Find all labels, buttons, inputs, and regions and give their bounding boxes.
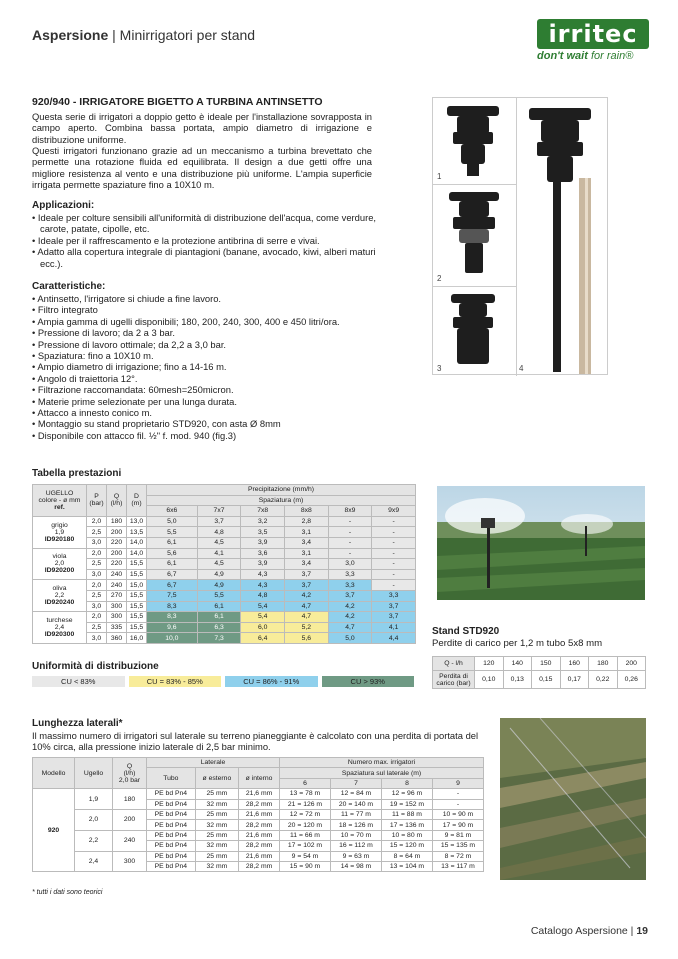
table-cell: 10 = 80 m xyxy=(381,830,432,840)
table-cell: 5,4 xyxy=(241,612,285,623)
table-row xyxy=(33,590,416,601)
page-number: 19 xyxy=(636,925,648,937)
table-cell: - xyxy=(372,548,416,559)
list-item: • Spaziatura: fino a 10X10 m. xyxy=(32,350,377,361)
col-est: ø esterno xyxy=(195,768,238,789)
table-cell: 15 = 90 m xyxy=(280,861,331,871)
table-cell: 360 xyxy=(107,633,127,644)
table-cell: 12 = 84 m xyxy=(330,789,381,799)
table-cell: 3,1 xyxy=(285,548,329,559)
stand-perdita-value: 0,15 xyxy=(532,671,561,689)
table-cell: 2,0 xyxy=(87,516,107,527)
spacing-header: 6x6 xyxy=(147,506,198,517)
stand-subtitle: Perdite di carico per 1,2 m tubo 5x8 mm xyxy=(432,638,603,649)
q-cell: 180 xyxy=(113,789,147,810)
col-q: Q (l/h) xyxy=(107,485,127,517)
field-photo-image xyxy=(437,486,645,600)
table-cell: 28,2 mm xyxy=(239,841,280,851)
list-item: • Antinsetto, l'irrigatore si chiude a fine lavoro. xyxy=(32,293,377,304)
table-cell: 6,1 xyxy=(197,601,241,612)
stand-perdita-value: 0,26 xyxy=(617,671,646,689)
table-cell: 4,1 xyxy=(372,622,416,633)
table-cell: PE bd Pn4 xyxy=(147,820,196,830)
table-cell: 6,0 xyxy=(241,622,285,633)
table-cell: PE bd Pn4 xyxy=(147,861,196,871)
table-cell: 4,8 xyxy=(241,590,285,601)
stand-q-value: 140 xyxy=(503,657,532,671)
table-row xyxy=(33,559,416,570)
table-cell: 3,5 xyxy=(241,527,285,538)
table-cell: 4,7 xyxy=(285,612,329,623)
table-cell: 5,6 xyxy=(285,633,329,644)
col-tubo: Tubo xyxy=(147,768,196,789)
table-cell: 15,0 xyxy=(127,580,147,591)
table-cell: 3,4 xyxy=(285,537,329,548)
table-cell: 21,6 mm xyxy=(239,830,280,840)
table-cell: PE bd Pn4 xyxy=(147,809,196,819)
table-cell: - xyxy=(432,799,483,809)
table-cell: 3,7 xyxy=(197,516,241,527)
stand-q-header: Q - l/h xyxy=(433,657,475,671)
table-cell: PE bd Pn4 xyxy=(147,841,196,851)
list-item: • Materie prime selezionate per una lunga durata. xyxy=(32,396,377,407)
table-row xyxy=(33,548,416,559)
table-row xyxy=(33,580,416,591)
table-cell: 14 = 98 m xyxy=(330,861,381,871)
table-cell: 4,4 xyxy=(372,633,416,644)
field-photo-laterals-image xyxy=(500,718,646,880)
table-cell: 32 mm xyxy=(195,799,238,809)
stand-q-value: 150 xyxy=(532,657,561,671)
col-ugello: Ugello xyxy=(75,758,113,789)
col-spaziatura: Spaziatura (m) xyxy=(147,495,416,506)
table-cell: 10,0 xyxy=(147,633,198,644)
table-cell: 28,2 mm xyxy=(239,799,280,809)
col-q: Q (l/h) 2,0 bar xyxy=(113,758,147,789)
table-cell: - xyxy=(432,789,483,799)
table-cell: 13,0 xyxy=(127,516,147,527)
table-cell: 6,7 xyxy=(147,580,198,591)
table-cell: 6,1 xyxy=(197,612,241,623)
table-cell: 3,6 xyxy=(241,548,285,559)
spacing-header: 8x9 xyxy=(328,506,372,517)
table-cell: 2,5 xyxy=(87,590,107,601)
table-cell: 6,1 xyxy=(147,559,198,570)
col-ugello: UGELLO colore - ø mm ref. xyxy=(33,485,87,517)
table-cell: 20 = 140 m xyxy=(330,799,381,809)
col-precipitazione: Precipitazione (mm/h) xyxy=(147,485,416,496)
list-item: • Attacco a innesto conico m. xyxy=(32,407,377,418)
table-cell: 9 = 63 m xyxy=(330,851,381,861)
table-cell: 9 = 54 m xyxy=(280,851,331,861)
table-cell: 15 = 120 m xyxy=(381,841,432,851)
table-cell: 5,6 xyxy=(147,548,198,559)
prestazioni-table xyxy=(32,484,416,644)
table-cell: 6,7 xyxy=(147,569,198,580)
spacing-header: 8 xyxy=(381,778,432,788)
table-cell: 25 mm xyxy=(195,789,238,799)
spacing-header: 9 xyxy=(432,778,483,788)
q-cell: 200 xyxy=(113,809,147,830)
table-cell: 9,6 xyxy=(147,622,198,633)
table-cell: 21,6 mm xyxy=(239,789,280,799)
stand-perdita-header: Perdita di carico (bar) xyxy=(433,671,475,689)
table-cell: 15,5 xyxy=(127,612,147,623)
table-cell: 3,7 xyxy=(372,612,416,623)
table-cell: 4,2 xyxy=(328,612,372,623)
table-cell: 180 xyxy=(107,516,127,527)
table-cell: 220 xyxy=(107,537,127,548)
uniformita-heading: Uniformità di distribuzione xyxy=(32,661,159,672)
sprinkler-fig-4-stand xyxy=(529,108,591,374)
modello-cell: 920 xyxy=(33,789,75,872)
table-cell: 25 mm xyxy=(195,809,238,819)
legend-cu-86-91: CU = 86% - 91% xyxy=(225,676,318,687)
list-item: • Montaggio su stand proprietario STD920, con asta Ø 8mm xyxy=(32,418,377,429)
prestazioni-heading: Tabella prestazioni xyxy=(32,468,122,479)
page-footer: Catalogo Aspersione | 19 xyxy=(530,925,648,937)
table-cell: 2,5 xyxy=(87,559,107,570)
table-cell: 6,4 xyxy=(241,633,285,644)
spacing-header: 7x7 xyxy=(197,506,241,517)
list-item: • Disponibile con attacco fil. ½" f. mod. 940 (fig.3) xyxy=(32,430,377,441)
table-row xyxy=(33,851,484,861)
table-cell: 3,7 xyxy=(285,569,329,580)
header-divider: | xyxy=(112,27,116,43)
page-header xyxy=(32,27,255,43)
table-cell: 2,8 xyxy=(285,516,329,527)
laterali-note: * tutti i dati sono teorici xyxy=(32,889,103,896)
table-cell: 3,0 xyxy=(87,633,107,644)
footer-catalog: Catalogo Aspersione xyxy=(530,925,628,937)
table-row xyxy=(33,516,416,527)
table-cell: - xyxy=(328,537,372,548)
col-laterale: Laterale xyxy=(147,758,280,768)
tagline-bold: don't wait xyxy=(537,50,588,62)
table-cell: 13 = 78 m xyxy=(280,789,331,799)
table-cell: 335 xyxy=(107,622,127,633)
table-cell: 19 = 152 m xyxy=(381,799,432,809)
tagline-rest: for rain xyxy=(590,50,626,62)
laterali-table xyxy=(32,757,484,872)
product-title: 920/940 - IRRIGATORE BIGETTO A TURBINA ANTINSETTO xyxy=(32,96,323,108)
table-cell: 4,2 xyxy=(285,590,329,601)
table-cell: 5,0 xyxy=(147,516,198,527)
table-cell: - xyxy=(372,559,416,570)
table-cell: 3,0 xyxy=(328,559,372,570)
sprinkler-fig-3 xyxy=(451,294,495,364)
table-cell: 3,3 xyxy=(372,590,416,601)
list-item: • Filtrazione raccomandata: 60mesh=250micron. xyxy=(32,384,377,395)
applicazioni-heading: Applicazioni: xyxy=(32,200,95,211)
table-cell: 21 = 126 m xyxy=(280,799,331,809)
table-cell: 10 = 90 m xyxy=(432,809,483,819)
table-cell: 2,0 xyxy=(87,612,107,623)
table-cell: 5,2 xyxy=(285,622,329,633)
spacing-header: 7 xyxy=(330,778,381,788)
table-cell: 4,9 xyxy=(197,569,241,580)
table-cell: 200 xyxy=(107,548,127,559)
ugello-cell: oliva 2,2 ID920240 xyxy=(33,580,87,612)
table-row xyxy=(33,633,416,644)
stand-perdita-value: 0,13 xyxy=(503,671,532,689)
table-cell: 12 = 72 m xyxy=(280,809,331,819)
intro-paragraph-2: Questi irrigatori funzionano grazie ad un meccanismo a turbina brevettato che permette una rotazione fluida ed equilibrata. Il design a due getti offre una migliore resistenza al vento e una distribuzione più uniforme. L'ampia superficie irrigata permette spaziature fino a 10X10 m. xyxy=(32,145,372,191)
table-cell: 11 = 77 m xyxy=(330,809,381,819)
table-cell: 16,0 xyxy=(127,633,147,644)
table-cell: 2,5 xyxy=(87,527,107,538)
stand-q-value: 180 xyxy=(589,657,618,671)
figure-label-4: 4 xyxy=(519,364,524,373)
logo-tagline: don't wait for rain® xyxy=(537,50,634,62)
table-cell: 14,0 xyxy=(127,537,147,548)
stand-heading: Stand STD920 xyxy=(432,626,500,637)
col-spaziatura: Spaziatura sul laterale (m) xyxy=(280,768,484,778)
table-cell: 32 mm xyxy=(195,861,238,871)
table-cell: 300 xyxy=(107,612,127,623)
figure-label-1: 1 xyxy=(437,172,442,181)
spacing-header: 7x8 xyxy=(241,506,285,517)
table-cell: 11 = 66 m xyxy=(280,830,331,840)
stand-perdita-value: 0,17 xyxy=(560,671,589,689)
table-cell: PE bd Pn4 xyxy=(147,799,196,809)
table-row xyxy=(33,612,416,623)
caratteristiche-list xyxy=(32,293,377,441)
table-cell: - xyxy=(372,580,416,591)
table-cell: 8 = 72 m xyxy=(432,851,483,861)
table-cell: 4,5 xyxy=(197,537,241,548)
table-cell: 3,7 xyxy=(328,590,372,601)
table-cell: 270 xyxy=(107,590,127,601)
table-cell: 3,7 xyxy=(372,601,416,612)
table-cell: 240 xyxy=(107,569,127,580)
table-cell: 3,9 xyxy=(241,537,285,548)
table-cell: 21,6 mm xyxy=(239,851,280,861)
table-row xyxy=(33,537,416,548)
stand-q-value: 200 xyxy=(617,657,646,671)
table-cell: 300 xyxy=(107,601,127,612)
table-cell: 4,8 xyxy=(197,527,241,538)
table-cell: 8,3 xyxy=(147,601,198,612)
table-cell: 2,0 xyxy=(87,548,107,559)
col-p: P (bar) xyxy=(87,485,107,517)
figure-label-3: 3 xyxy=(437,364,442,373)
table-cell: 6,3 xyxy=(197,622,241,633)
table-cell: 3,9 xyxy=(241,559,285,570)
table-cell: 10 = 70 m xyxy=(330,830,381,840)
legend-cu-gt93: CU > 93% xyxy=(322,676,415,687)
table-cell: 200 xyxy=(107,527,127,538)
table-cell: 5,5 xyxy=(197,590,241,601)
list-item: • Ideale per colture sensibili all'uniformità di distribuzione dell'acqua, come verdure, carote, patate, cipolle, etc. xyxy=(32,212,377,235)
table-cell: 4,7 xyxy=(285,601,329,612)
table-cell: 18 = 126 m xyxy=(330,820,381,830)
table-cell: 13,5 xyxy=(127,527,147,538)
ugello-cell: 1,9 xyxy=(75,789,113,810)
table-cell: 240 xyxy=(107,580,127,591)
spacing-header: 9x9 xyxy=(372,506,416,517)
table-row xyxy=(33,601,416,612)
table-cell: 7,3 xyxy=(197,633,241,644)
table-row xyxy=(33,789,484,799)
spacing-header: 6 xyxy=(280,778,331,788)
table-cell: - xyxy=(372,527,416,538)
table-cell: 13 = 117 m xyxy=(432,861,483,871)
caratteristiche-heading: Caratteristiche: xyxy=(32,281,106,292)
table-cell: 3,4 xyxy=(285,559,329,570)
table-cell: 21,6 mm xyxy=(239,809,280,819)
table-cell: 15,5 xyxy=(127,590,147,601)
table-row xyxy=(33,809,484,819)
table-cell: 7,5 xyxy=(147,590,198,601)
table-cell: 15,5 xyxy=(127,601,147,612)
table-row xyxy=(33,830,484,840)
field-photo-sprinklers xyxy=(437,486,645,600)
table-cell: 4,5 xyxy=(197,559,241,570)
table-cell: 5,5 xyxy=(147,527,198,538)
table-cell: 8 = 64 m xyxy=(381,851,432,861)
table-cell: 15,5 xyxy=(127,622,147,633)
table-cell: 3,0 xyxy=(87,537,107,548)
table-cell: 15 = 135 m xyxy=(432,841,483,851)
table-cell: 3,7 xyxy=(285,580,329,591)
table-cell: 16 = 112 m xyxy=(330,841,381,851)
table-cell: 3,2 xyxy=(241,516,285,527)
uniformita-legend xyxy=(32,676,414,687)
list-item: • Angolo di traiettoria 12°. xyxy=(32,373,377,384)
list-item: • Ideale per il raffrescamento e la protezione antibrina di serre e vivai. xyxy=(32,235,377,246)
irritec-logo: irritec xyxy=(537,19,649,49)
table-cell: 220 xyxy=(107,559,127,570)
table-cell: 17 = 136 m xyxy=(381,820,432,830)
spacing-header: 8x8 xyxy=(285,506,329,517)
stand-q-value: 120 xyxy=(475,657,504,671)
table-cell: PE bd Pn4 xyxy=(147,789,196,799)
stand-perdita-value: 0,22 xyxy=(589,671,618,689)
table-cell: PE bd Pn4 xyxy=(147,851,196,861)
legend-cu-lt83: CU < 83% xyxy=(32,676,125,687)
list-item: • Pressione di lavoro ottimale; da 2,2 a 3,0 bar. xyxy=(32,339,377,350)
table-cell: - xyxy=(372,569,416,580)
product-figure xyxy=(432,97,608,375)
table-cell: 28,2 mm xyxy=(239,820,280,830)
table-cell: 3,3 xyxy=(328,569,372,580)
col-modello: Modello xyxy=(33,758,75,789)
table-cell: 25 mm xyxy=(195,851,238,861)
table-cell: 3,1 xyxy=(285,527,329,538)
ugello-cell: viola 2,0 ID920200 xyxy=(33,548,87,580)
q-cell: 300 xyxy=(113,851,147,872)
stand-q-value: 160 xyxy=(560,657,589,671)
col-d: D (m) xyxy=(127,485,147,517)
list-item: • Filtro integrato xyxy=(32,304,377,315)
table-cell: 4,2 xyxy=(328,601,372,612)
figure-label-2: 2 xyxy=(437,274,442,283)
table-cell: 6,1 xyxy=(147,537,198,548)
table-cell: 4,7 xyxy=(328,622,372,633)
table-cell: 3,0 xyxy=(87,601,107,612)
table-cell: 15,5 xyxy=(127,559,147,570)
table-cell: - xyxy=(328,548,372,559)
ugello-cell: grigio 1,9 ID920180 xyxy=(33,516,87,548)
col-int: ø interno xyxy=(239,768,280,789)
header-subsection: Minirrigatori per stand xyxy=(119,27,256,43)
sprinkler-fig-2 xyxy=(449,192,499,273)
ugello-cell: 2,4 xyxy=(75,851,113,872)
stand-table xyxy=(432,656,646,689)
laterali-heading: Lunghezza laterali* xyxy=(32,718,123,729)
laterali-description: Il massimo numero di irrigatori sul laterale su terreno pianeggiante è calcolato con una perdita di portata del 10% circa, alla pressione inizio laterale di 2,5 bar minimo. xyxy=(32,730,479,753)
ugello-cell: 2,2 xyxy=(75,830,113,851)
sprinkler-drawings xyxy=(433,98,609,376)
list-item: • Ampia gamma di ugelli disponibili; 180, 200, 240, 300, 400 e 450 litri/ora. xyxy=(32,316,377,327)
table-cell: 8,3 xyxy=(147,612,198,623)
intro-paragraph-1: Questa serie di irrigatori a doppio getto è ideale per l'installazione sovrapposta in campo aperto. Combina bassa portata, ampio diametro di irrigazione e distribuzione uniforme. xyxy=(32,111,372,145)
table-cell: - xyxy=(328,516,372,527)
table-cell: - xyxy=(372,516,416,527)
table-cell: 5,4 xyxy=(241,601,285,612)
legend-cu-83-85: CU = 83% - 85% xyxy=(129,676,222,687)
stand-perdita-value: 0,10 xyxy=(475,671,504,689)
table-cell: 25 mm xyxy=(195,830,238,840)
ugello-cell: 2,0 xyxy=(75,809,113,830)
table-cell: 4,3 xyxy=(241,580,285,591)
table-cell: 20 = 120 m xyxy=(280,820,331,830)
table-cell: 4,1 xyxy=(197,548,241,559)
table-cell: 28,2 mm xyxy=(239,861,280,871)
table-cell: 4,3 xyxy=(241,569,285,580)
table-row xyxy=(33,622,416,633)
table-cell: 17 = 90 m xyxy=(432,820,483,830)
table-row xyxy=(33,569,416,580)
table-cell: 32 mm xyxy=(195,820,238,830)
table-cell: 32 mm xyxy=(195,841,238,851)
table-cell: 3,3 xyxy=(328,580,372,591)
table-cell: 3,0 xyxy=(87,569,107,580)
sprinkler-fig-1 xyxy=(447,106,499,176)
table-cell: 5,0 xyxy=(328,633,372,644)
table-cell: 11 = 88 m xyxy=(381,809,432,819)
table-cell: - xyxy=(372,537,416,548)
field-photo-laterals xyxy=(500,718,646,880)
list-item: • Ampio diametro di irrigazione; fino a 14-16 m. xyxy=(32,361,377,372)
table-cell: 17 = 102 m xyxy=(280,841,331,851)
list-item: • Adatto alla copertura integrale di piantagioni (banane, avocado, kiwi, alberi maturi ecc.). xyxy=(32,246,377,269)
q-cell: 240 xyxy=(113,830,147,851)
table-cell: 13 = 104 m xyxy=(381,861,432,871)
applicazioni-list xyxy=(32,212,377,269)
table-cell: 4,9 xyxy=(197,580,241,591)
table-cell: - xyxy=(328,527,372,538)
table-cell: 9 = 81 m xyxy=(432,830,483,840)
table-cell: PE bd Pn4 xyxy=(147,830,196,840)
table-cell: 14,0 xyxy=(127,548,147,559)
table-cell: 15,5 xyxy=(127,569,147,580)
ugello-cell: turchese 2,4 ID920300 xyxy=(33,612,87,644)
table-row xyxy=(33,527,416,538)
table-cell: 2,5 xyxy=(87,622,107,633)
list-item: • Pressione di lavoro; da 2 a 3 bar. xyxy=(32,327,377,338)
table-cell: 12 = 96 m xyxy=(381,789,432,799)
col-numero-max: Numero max. irrigatori xyxy=(280,758,484,768)
header-section: Aspersione xyxy=(32,27,109,43)
table-cell: 2,0 xyxy=(87,580,107,591)
